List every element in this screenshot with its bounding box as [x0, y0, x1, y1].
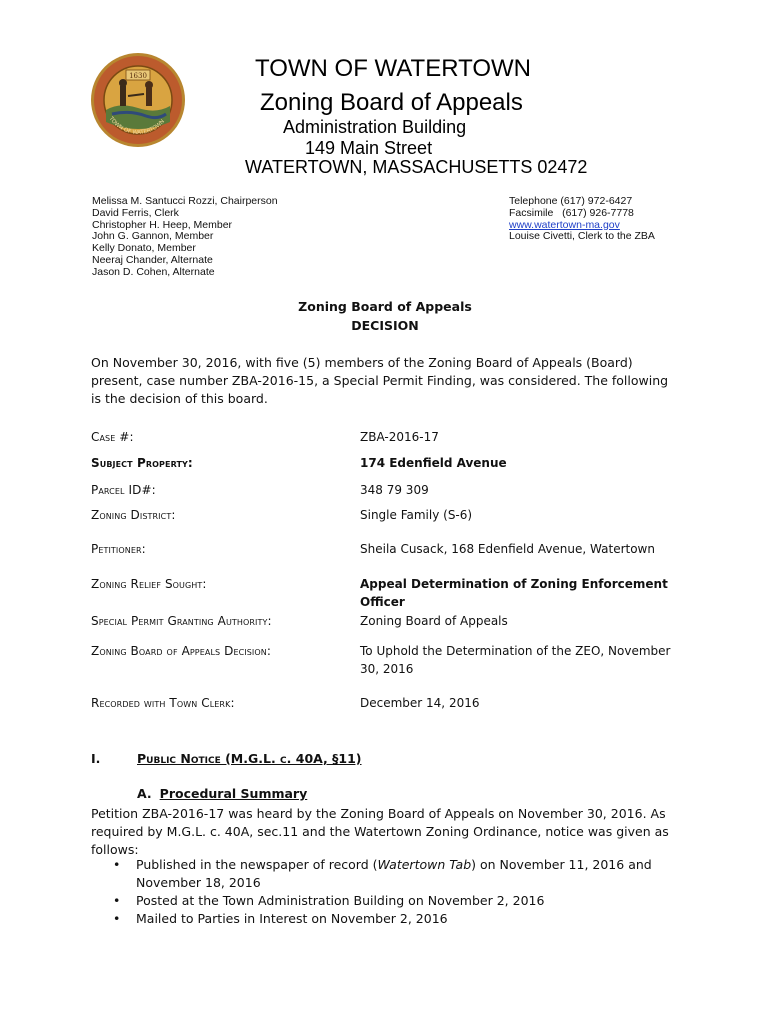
website-link[interactable]: www.watertown-ma.gov: [509, 218, 620, 231]
member-clerk: David Ferris, Clerk: [92, 206, 179, 219]
contact-block: [509, 196, 655, 243]
section-number: I.: [91, 751, 101, 766]
petitioner-value: Sheila Cusack, 168 Edenfield Avenue, Watertown: [360, 542, 655, 556]
board-members-list: [92, 196, 278, 279]
case-number-value: ZBA-2016-17: [360, 430, 439, 444]
member-heep: Christopher H. Heep, Member: [92, 218, 233, 231]
member-donato: Kelly Donato, Member: [92, 242, 196, 255]
decision-heading: DECISION: [351, 318, 419, 333]
seal-ring-text: TOWN OF WATERTOWN: [107, 115, 166, 137]
zoning-district-value: Single Family (S-6): [360, 508, 473, 522]
city-state-zip: WATERTOWN, MASSACHUSETTS 02472: [245, 157, 588, 177]
decision-heading-board: Zoning Board of Appeals: [298, 299, 472, 314]
board-name: Zoning Board of Appeals: [260, 89, 523, 116]
notice-list: [113, 856, 673, 928]
section-title: Public Notice (M.G.L. c. 40A, §11): [137, 751, 362, 766]
subsection-letter: A.: [137, 786, 152, 801]
petitioner-label: Petitioner:: [91, 542, 146, 556]
zba-clerk: Louise Civetti, Clerk to the ZBA: [509, 230, 655, 243]
town-name: TOWN OF WATERTOWN: [255, 55, 531, 82]
board-decision-value: To Uphold the Determination of the ZEO, November 30, 2016: [360, 644, 671, 676]
zoning-relief-value: Appeal Determination of Zoning Enforcement Officer: [360, 577, 668, 609]
recorded-value: December 14, 2016: [360, 696, 480, 710]
subject-property-label: Subject Property:: [91, 456, 193, 470]
list-item: [113, 856, 673, 892]
member-gannon: John G. Gannon, Member: [92, 230, 214, 243]
intro-paragraph: On November 30, 2016, with five (5) members of the Zoning Board of Appeals (Board) present, case number ZBA-2016-15, a Special Permit Finding, was considered. The following is the decision of this board.: [91, 355, 669, 406]
recorded-label: Recorded with Town Clerk:: [91, 696, 235, 710]
telephone: Telephone (617) 972-6427: [509, 195, 633, 207]
subject-property-value: 174 Edenfield Avenue: [360, 456, 507, 470]
procedural-paragraph: Petition ZBA-2016-17 was heard by the Zoning Board of Appeals on November 30, 2016. As required by M.G.L. c. 40A, sec.11 and the Watertown Zoning Ordinance, notice was given as follows:: [91, 806, 669, 857]
granting-authority-value: Zoning Board of Appeals: [360, 614, 508, 628]
seal-year: 1630: [129, 72, 147, 80]
board-decision-label: Zoning Board of Appeals Decision:: [91, 644, 272, 658]
zoning-relief-label: Zoning Relief Sought:: [91, 577, 207, 591]
parcel-id-value: 348 79 309: [360, 483, 429, 497]
member-chairperson: Melissa M. Santucci Rozzi, Chairperson: [92, 195, 278, 207]
list-item: • Posted at the Town Administration Building on November 2, 2016: [113, 892, 673, 910]
member-cohen: Jason D. Cohen, Alternate: [92, 265, 215, 278]
building-name: Administration Building: [283, 117, 467, 137]
procedural-summary-heading: [137, 786, 307, 801]
case-number-label: Case #:: [91, 430, 134, 444]
street-address: 149 Main Street: [305, 138, 433, 158]
facsimile: Facsimile (617) 926-7778: [509, 206, 634, 219]
bullet1-text-end: ) on November 11, 2016 and November 18, 2016: [136, 857, 652, 890]
granting-authority-label: Special Permit Granting Authority:: [91, 614, 272, 628]
town-seal-logo: [90, 52, 186, 148]
parcel-id-label: Parcel ID#:: [91, 483, 156, 497]
bullet1-text-start: Published in the newspaper of record (: [136, 857, 378, 872]
newspaper-name: Watertown Tab: [377, 857, 472, 872]
list-item: • Mailed to Parties in Interest on November 2, 2016: [113, 910, 673, 928]
subsection-title: Procedural Summary: [159, 786, 308, 801]
member-chander: Neeraj Chander, Alternate: [92, 253, 213, 266]
zoning-district-label: Zoning District:: [91, 508, 176, 522]
